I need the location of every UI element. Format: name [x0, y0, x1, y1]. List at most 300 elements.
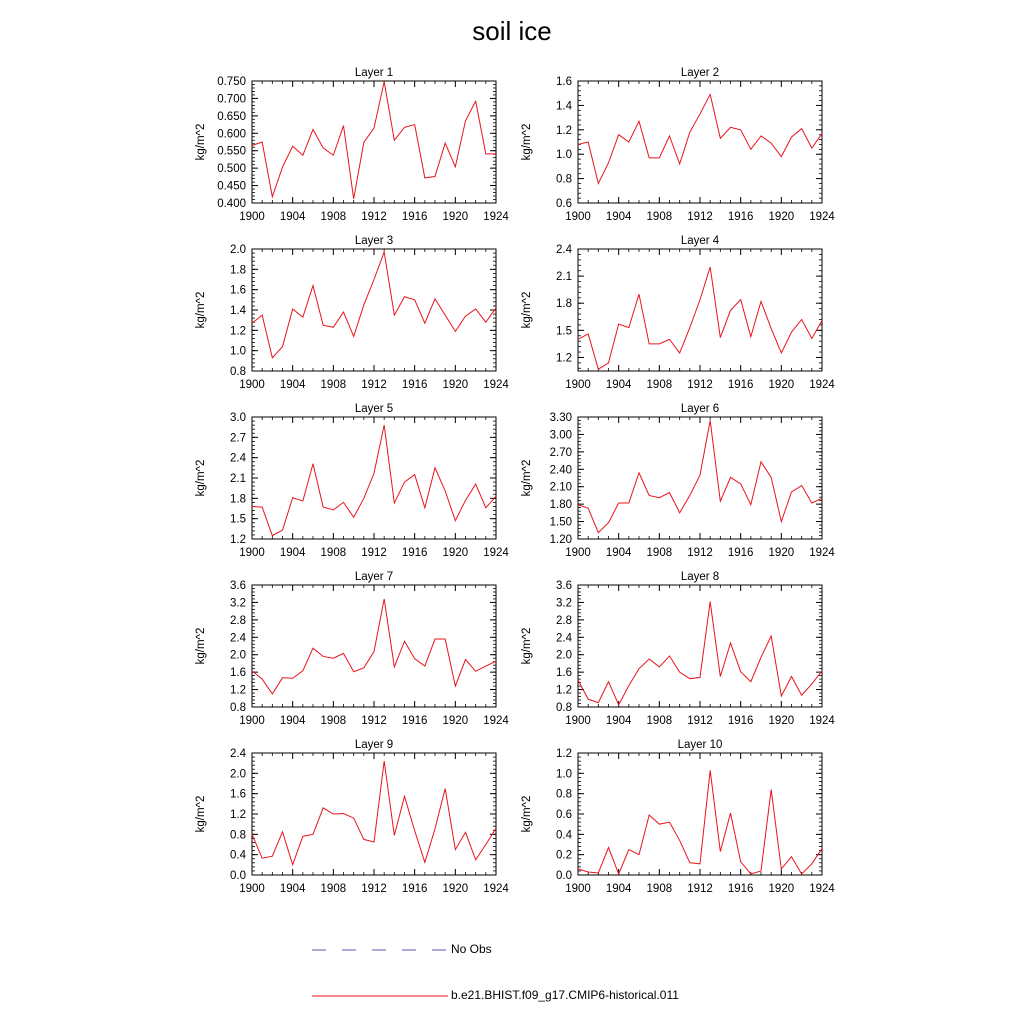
- x-tick-label: 1900: [565, 211, 591, 223]
- x-tick-label: 1900: [565, 379, 591, 391]
- y-axis-label: kg/m^2: [521, 291, 533, 329]
- data-point: [373, 841, 374, 842]
- data-point: [475, 671, 476, 672]
- x-tick-label: 1920: [768, 883, 795, 895]
- panel-layer-8: [521, 571, 835, 727]
- data-point: [689, 862, 690, 863]
- y-tick-label: 1.2: [556, 748, 572, 760]
- data-point: [821, 320, 822, 321]
- data-point: [618, 323, 619, 324]
- x-tick-label: 1904: [279, 211, 306, 223]
- data-point: [404, 796, 405, 797]
- panel-title: Layer 6: [680, 403, 720, 415]
- data-point: [251, 670, 252, 671]
- x-tick-label: 1916: [401, 883, 428, 895]
- y-tick-label: 1.0: [230, 345, 246, 358]
- x-tick-label: 1904: [605, 379, 632, 391]
- x-tick-label: 1916: [727, 883, 754, 895]
- series-line-model: [252, 761, 496, 865]
- data-point: [720, 138, 721, 139]
- data-point: [312, 648, 313, 649]
- x-tick-label: 1920: [768, 211, 795, 223]
- x-tick-label: 1920: [442, 715, 469, 727]
- data-point: [292, 146, 293, 147]
- data-point: [323, 807, 324, 808]
- data-point: [384, 81, 385, 82]
- x-tick-label: 1924: [809, 883, 835, 895]
- x-tick-label: 1912: [687, 883, 713, 895]
- y-tick-label: 0.8: [556, 702, 572, 714]
- data-point: [495, 496, 496, 497]
- y-axis-label: kg/m^2: [521, 795, 533, 833]
- data-point: [750, 149, 751, 150]
- y-tick-label: 3.00: [549, 429, 572, 442]
- data-point: [689, 132, 690, 133]
- data-point: [781, 156, 782, 157]
- data-point: [659, 666, 660, 667]
- x-tick-label: 1912: [687, 715, 713, 727]
- data-point: [292, 864, 293, 865]
- data-point: [465, 832, 466, 833]
- data-point: [445, 314, 446, 315]
- y-tick-label: 0.750: [217, 76, 246, 88]
- data-point: [404, 127, 405, 128]
- x-tick-label: 1924: [483, 211, 509, 223]
- data-point: [414, 299, 415, 300]
- y-axis-label: kg/m^2: [195, 795, 207, 833]
- y-tick-label: 2.40: [549, 464, 572, 477]
- data-point: [251, 506, 252, 507]
- data-point: [628, 502, 629, 503]
- data-point: [618, 873, 619, 874]
- y-tick-label: 0.0: [230, 870, 246, 882]
- panel-title: Layer 2: [680, 67, 720, 79]
- data-point: [445, 490, 446, 491]
- y-tick-label: 0.8: [230, 829, 246, 842]
- x-tick-label: 1904: [605, 715, 632, 727]
- data-point: [710, 94, 711, 95]
- data-point: [791, 137, 792, 138]
- data-point: [414, 830, 415, 831]
- data-point: [628, 849, 629, 850]
- y-tick-label: 0.500: [217, 163, 246, 176]
- y-tick-label: 1.20: [549, 534, 572, 546]
- data-point: [414, 474, 415, 475]
- data-point: [588, 141, 589, 142]
- data-point: [760, 657, 761, 658]
- data-point: [434, 828, 435, 829]
- x-tick-label: 1900: [565, 883, 591, 895]
- data-point: [638, 472, 639, 473]
- data-point: [302, 670, 303, 671]
- data-point: [791, 491, 792, 492]
- y-tick-label: 0.8: [230, 366, 246, 378]
- data-point: [363, 839, 364, 840]
- data-point: [730, 127, 731, 128]
- data-point: [394, 140, 395, 141]
- data-point: [394, 666, 395, 667]
- y-tick-label: 3.30: [549, 412, 572, 424]
- data-point: [669, 492, 670, 493]
- y-tick-label: 1.0: [556, 768, 572, 781]
- data-point: [251, 323, 252, 324]
- data-point: [353, 817, 354, 818]
- data-point: [262, 858, 263, 859]
- data-point: [679, 163, 680, 164]
- data-point: [577, 679, 578, 680]
- data-point: [669, 655, 670, 656]
- data-point: [791, 856, 792, 857]
- data-point: [598, 702, 599, 703]
- x-tick-label: 1908: [320, 211, 347, 223]
- data-point: [465, 316, 466, 317]
- data-point: [720, 501, 721, 502]
- x-tick-label: 1908: [646, 379, 673, 391]
- data-point: [740, 129, 741, 130]
- data-point: [730, 812, 731, 813]
- data-point: [302, 155, 303, 156]
- x-tick-label: 1916: [401, 211, 428, 223]
- panel-layer-1: [195, 67, 509, 223]
- data-point: [394, 502, 395, 503]
- data-point: [475, 484, 476, 485]
- x-tick-label: 1912: [687, 379, 713, 391]
- data-point: [781, 352, 782, 353]
- panel-layer-10: [521, 739, 835, 895]
- plot-frame: [252, 249, 496, 371]
- x-tick-label: 1908: [320, 715, 347, 727]
- y-tick-label: 1.6: [556, 76, 572, 88]
- y-tick-label: 1.5: [556, 325, 572, 338]
- data-point: [323, 656, 324, 657]
- y-tick-label: 1.50: [549, 516, 572, 529]
- x-tick-label: 1908: [646, 547, 673, 559]
- data-point: [445, 142, 446, 143]
- y-axis-label: kg/m^2: [521, 627, 533, 665]
- plot-frame: [578, 81, 822, 203]
- data-point: [302, 500, 303, 501]
- data-point: [669, 135, 670, 136]
- data-point: [760, 301, 761, 302]
- data-point: [760, 461, 761, 462]
- data-point: [485, 665, 486, 666]
- data-point: [495, 828, 496, 829]
- data-point: [343, 653, 344, 654]
- y-tick-label: 2.1: [556, 271, 572, 284]
- x-tick-label: 1924: [483, 715, 509, 727]
- data-point: [750, 681, 751, 682]
- data-point: [801, 128, 802, 129]
- y-tick-label: 2.4: [230, 452, 246, 465]
- data-point: [618, 134, 619, 135]
- y-tick-label: 3.2: [556, 597, 572, 610]
- data-point: [750, 504, 751, 505]
- data-point: [384, 251, 385, 252]
- data-point: [821, 498, 822, 499]
- panel-layer-4: [521, 235, 835, 391]
- x-tick-label: 1920: [442, 379, 469, 391]
- x-tick-label: 1900: [239, 211, 265, 223]
- data-point: [445, 788, 446, 789]
- data-point: [771, 635, 772, 636]
- y-tick-label: 2.4: [230, 632, 246, 645]
- data-point: [312, 463, 313, 464]
- y-tick-label: 2.70: [549, 446, 572, 459]
- data-point: [302, 317, 303, 318]
- data-point: [638, 854, 639, 855]
- data-point: [465, 500, 466, 501]
- data-point: [638, 121, 639, 122]
- data-point: [659, 157, 660, 158]
- panel-title: Layer 9: [354, 739, 394, 751]
- y-tick-label: 0.4: [230, 849, 246, 862]
- y-tick-label: 3.0: [230, 412, 246, 424]
- panel-title: Layer 4: [680, 235, 720, 247]
- data-point: [710, 420, 711, 421]
- plot-frame: [252, 81, 496, 203]
- y-tick-label: 2.1: [230, 473, 246, 485]
- data-point: [333, 509, 334, 510]
- y-axis-label: kg/m^2: [195, 459, 207, 497]
- y-tick-label: 0.700: [217, 93, 246, 106]
- data-point: [771, 477, 772, 478]
- data-point: [282, 677, 283, 678]
- data-point: [659, 497, 660, 498]
- data-point: [272, 693, 273, 694]
- y-tick-label: 1.5: [230, 513, 246, 526]
- panel-title: Layer 5: [354, 403, 394, 415]
- data-point: [485, 153, 486, 154]
- y-tick-label: 1.80: [549, 499, 572, 512]
- data-point: [455, 520, 456, 521]
- y-tick-label: 0.400: [217, 198, 246, 210]
- data-point: [598, 532, 599, 533]
- x-tick-label: 1904: [279, 379, 306, 391]
- y-axis-label: kg/m^2: [521, 123, 533, 161]
- data-point: [649, 658, 650, 659]
- data-point: [689, 678, 690, 679]
- x-tick-label: 1916: [727, 715, 754, 727]
- y-tick-label: 2.0: [230, 649, 246, 662]
- y-tick-label: 2.4: [556, 244, 572, 256]
- series-line-model: [578, 267, 822, 369]
- data-point: [485, 507, 486, 508]
- data-point: [791, 676, 792, 677]
- x-tick-label: 1924: [483, 883, 509, 895]
- data-point: [659, 824, 660, 825]
- data-point: [649, 157, 650, 158]
- y-tick-label: 1.4: [230, 305, 246, 317]
- y-axis-label: kg/m^2: [195, 291, 207, 329]
- data-point: [720, 851, 721, 852]
- data-point: [323, 507, 324, 508]
- data-point: [424, 323, 425, 324]
- data-point: [588, 871, 589, 872]
- x-tick-label: 1904: [605, 211, 632, 223]
- data-point: [618, 502, 619, 503]
- data-point: [699, 113, 700, 114]
- x-tick-label: 1912: [361, 547, 387, 559]
- y-tick-label: 2.10: [549, 481, 572, 494]
- data-point: [333, 658, 334, 659]
- y-tick-label: 2.0: [230, 244, 246, 256]
- x-tick-label: 1904: [279, 547, 306, 559]
- y-tick-label: 0.8: [230, 702, 246, 714]
- data-point: [343, 125, 344, 126]
- data-point: [312, 285, 313, 286]
- x-tick-label: 1912: [361, 379, 387, 391]
- x-tick-label: 1904: [605, 547, 632, 559]
- panel-title: Layer 1: [354, 67, 394, 79]
- x-tick-label: 1920: [442, 211, 469, 223]
- data-point: [262, 314, 263, 315]
- data-point: [679, 352, 680, 353]
- y-tick-label: 1.2: [230, 534, 246, 546]
- x-tick-label: 1920: [768, 715, 795, 727]
- data-point: [353, 671, 354, 672]
- data-point: [404, 641, 405, 642]
- data-point: [689, 327, 690, 328]
- data-point: [720, 676, 721, 677]
- data-point: [262, 507, 263, 508]
- data-point: [384, 761, 385, 762]
- data-point: [588, 333, 589, 334]
- y-tick-label: 1.6: [230, 788, 246, 801]
- data-point: [811, 338, 812, 339]
- data-point: [272, 856, 273, 857]
- data-point: [495, 307, 496, 308]
- data-point: [730, 310, 731, 311]
- data-point: [282, 831, 283, 832]
- panel-title: Layer 10: [677, 739, 723, 751]
- legend-model-label: b.e21.BHIST.f09_g17.CMIP6-historical.011: [451, 988, 679, 1002]
- data-point: [821, 848, 822, 849]
- data-point: [282, 166, 283, 167]
- data-point: [384, 598, 385, 599]
- y-axis-label: kg/m^2: [195, 627, 207, 665]
- data-point: [760, 870, 761, 871]
- data-point: [771, 789, 772, 790]
- y-tick-label: 0.550: [217, 145, 246, 158]
- data-point: [588, 508, 589, 509]
- data-point: [608, 681, 609, 682]
- data-point: [760, 135, 761, 136]
- y-tick-label: 3.6: [230, 580, 246, 592]
- data-point: [608, 522, 609, 523]
- data-point: [424, 665, 425, 666]
- data-point: [608, 847, 609, 848]
- data-point: [251, 145, 252, 146]
- data-point: [455, 849, 456, 850]
- series-line-model: [578, 420, 822, 532]
- data-point: [801, 485, 802, 486]
- plot-frame: [578, 249, 822, 371]
- data-point: [424, 862, 425, 863]
- data-point: [363, 142, 364, 143]
- panel-layer-9: [195, 739, 509, 895]
- x-tick-label: 1912: [687, 211, 713, 223]
- data-point: [669, 339, 670, 340]
- data-point: [343, 502, 344, 503]
- y-tick-label: 2.7: [230, 432, 246, 445]
- data-point: [649, 495, 650, 496]
- data-point: [384, 425, 385, 426]
- data-point: [475, 859, 476, 860]
- data-point: [343, 813, 344, 814]
- figure-title: soil ice: [472, 16, 552, 46]
- x-tick-label: 1916: [401, 715, 428, 727]
- y-tick-label: 0.600: [217, 128, 246, 141]
- data-point: [434, 467, 435, 468]
- plot-frame: [578, 417, 822, 539]
- series-line-model: [252, 82, 496, 199]
- data-point: [262, 141, 263, 142]
- x-tick-label: 1920: [768, 547, 795, 559]
- data-point: [649, 814, 650, 815]
- x-tick-label: 1924: [483, 547, 509, 559]
- x-tick-label: 1904: [279, 883, 306, 895]
- data-point: [353, 517, 354, 518]
- data-point: [740, 483, 741, 484]
- data-point: [598, 872, 599, 873]
- data-point: [363, 304, 364, 305]
- data-point: [445, 638, 446, 639]
- data-point: [333, 813, 334, 814]
- data-point: [608, 162, 609, 163]
- data-point: [434, 638, 435, 639]
- data-point: [434, 298, 435, 299]
- data-point: [404, 296, 405, 297]
- x-tick-label: 1912: [361, 715, 387, 727]
- data-point: [811, 502, 812, 503]
- y-tick-label: 0.4: [556, 829, 572, 842]
- data-point: [292, 308, 293, 309]
- panel-layer-2: [521, 67, 835, 223]
- y-tick-label: 1.2: [556, 684, 572, 697]
- data-point: [353, 336, 354, 337]
- data-point: [628, 327, 629, 328]
- data-point: [577, 868, 578, 869]
- data-point: [394, 835, 395, 836]
- y-tick-label: 1.8: [230, 493, 246, 506]
- y-tick-label: 1.4: [556, 100, 572, 113]
- x-tick-label: 1912: [361, 883, 387, 895]
- data-point: [373, 473, 374, 474]
- legend: [312, 950, 448, 996]
- series-line-model: [578, 770, 822, 874]
- x-tick-label: 1920: [442, 547, 469, 559]
- panel-layer-6: [521, 403, 835, 559]
- data-point: [628, 685, 629, 686]
- data-point: [710, 601, 711, 602]
- y-tick-label: 0.0: [556, 870, 572, 882]
- series-line-model: [578, 94, 822, 183]
- data-point: [434, 176, 435, 177]
- x-tick-label: 1900: [239, 883, 265, 895]
- data-point: [679, 672, 680, 673]
- data-point: [699, 863, 700, 864]
- y-tick-label: 1.0: [556, 149, 572, 162]
- data-point: [455, 331, 456, 332]
- x-tick-label: 1912: [361, 211, 387, 223]
- data-point: [495, 661, 496, 662]
- y-tick-label: 0.8: [556, 173, 572, 186]
- data-point: [811, 683, 812, 684]
- x-tick-label: 1900: [565, 715, 591, 727]
- data-point: [333, 327, 334, 328]
- data-point: [588, 699, 589, 700]
- x-tick-label: 1904: [279, 715, 306, 727]
